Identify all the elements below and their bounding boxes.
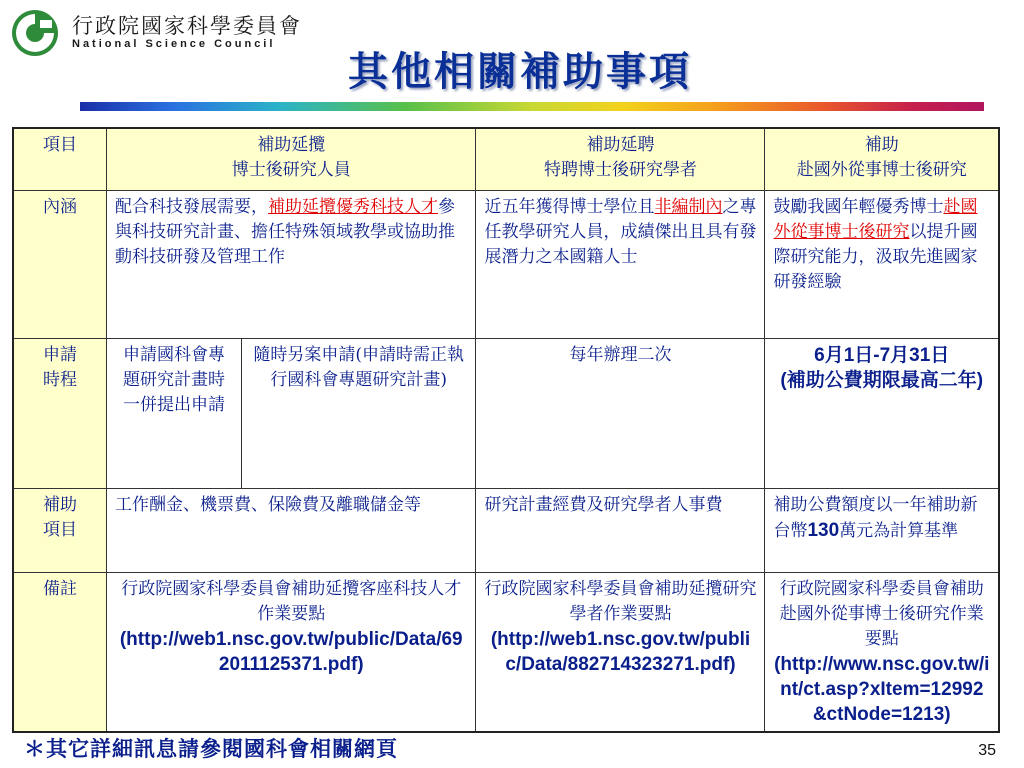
cell-text: 近五年獲得博士學位且 bbox=[484, 196, 655, 217]
table-cell bbox=[765, 488, 999, 572]
row-label-line2: 項目 bbox=[43, 519, 77, 540]
table-cell: 每年辦理二次 bbox=[476, 338, 765, 488]
cell-text: 補助公費額度以一年補助新台幣 bbox=[773, 494, 978, 541]
column-header-line2: 赴國外從事博士後研究 bbox=[796, 160, 967, 180]
cell-text: 行政院國家科學委員會補助延攬客座科技人才作業要點 bbox=[121, 578, 462, 624]
highlighted-text: 非編制內 bbox=[654, 196, 723, 217]
cell-text: 配合科技發展需要， bbox=[115, 196, 268, 217]
cell-text: 行政院國家科學委員會補助延攬研究學者作業要點 bbox=[484, 578, 757, 624]
row-label bbox=[13, 488, 107, 572]
table-row bbox=[13, 338, 999, 488]
table-cell: 工作酬金、機票費、保險費及離職儲金等 bbox=[107, 488, 476, 572]
column-header-line2: 特聘博士後研究學者 bbox=[543, 160, 697, 180]
cell-text: 行政院國家科學委員會補助赴國外從事博士後研究作業要點 bbox=[779, 578, 984, 649]
table-header-row bbox=[13, 128, 999, 190]
column-header bbox=[765, 128, 999, 190]
document-link[interactable]: (http://web1.nsc.gov.tw/public/Data/692011125371.pdf) bbox=[119, 628, 463, 675]
table-cell bbox=[107, 572, 476, 732]
cell-text: 鼓勵我國年輕優秀博士 bbox=[773, 196, 944, 217]
cell-text: 之專任教學研究人員，成績傑出且具有發展潛力之本國籍人士 bbox=[484, 196, 757, 267]
footnote: ＊其它詳細訊息請參閱國科會相關網頁 bbox=[24, 736, 398, 761]
table-cell bbox=[476, 572, 765, 732]
document-link[interactable]: (http://web1.nsc.gov.tw/public/Data/882714323271.pdf) bbox=[490, 628, 751, 675]
cell-text: 萬元為計算基準 bbox=[839, 520, 959, 541]
amount-value: 130 bbox=[807, 519, 840, 541]
table-row bbox=[13, 572, 999, 732]
corner-cell: 項目 bbox=[13, 128, 107, 190]
row-label: 備註 bbox=[13, 572, 107, 732]
page-number: 35 bbox=[978, 742, 996, 759]
rainbow-divider bbox=[80, 102, 984, 111]
term-note: (補助公費期限最高二年) bbox=[780, 369, 984, 391]
column-header-line2: 博士後研究人員 bbox=[231, 160, 351, 180]
table-row bbox=[13, 488, 999, 572]
table-cell: 申請國科會專題研究計畫時一併提出申請 bbox=[107, 338, 242, 488]
cell-text: 以提升國際研究能力，汲取先進國家研發經驗 bbox=[773, 221, 978, 292]
table-cell bbox=[765, 338, 999, 488]
table-cell bbox=[107, 190, 476, 338]
table-cell bbox=[765, 190, 999, 338]
table-cell: 研究計畫經費及研究學者人事費 bbox=[476, 488, 765, 572]
subsidy-table bbox=[12, 127, 1000, 733]
column-header-line1: 補助延聘 bbox=[586, 135, 655, 155]
column-header bbox=[107, 128, 476, 190]
slide-title: 其他相關補助事項 bbox=[348, 48, 692, 95]
row-label: 內涵 bbox=[13, 190, 107, 338]
nsc-logo bbox=[10, 8, 60, 58]
table-row bbox=[13, 190, 999, 338]
row-label-line1: 補助 bbox=[43, 494, 77, 515]
row-label-line1: 申請 bbox=[43, 344, 77, 365]
table-cell bbox=[476, 190, 765, 338]
highlighted-text: 補助延攬優秀科技人才 bbox=[268, 196, 438, 217]
cell-text: 參與科技研究計畫、擔任特殊領域教學或協助推動科技研發及管理工作 bbox=[115, 196, 455, 267]
org-name-chinese: 行政院國家科學委員會 bbox=[72, 14, 302, 38]
org-name-english: National Science Council bbox=[72, 38, 276, 50]
highlighted-text: 赴國外從事博士後研究 bbox=[773, 196, 978, 242]
table-cell bbox=[765, 572, 999, 732]
table-cell: 隨時另案申請(申請時需正執行國科會專題研究計畫) bbox=[242, 338, 476, 488]
row-label bbox=[13, 338, 107, 488]
column-header bbox=[476, 128, 765, 190]
column-header-line1: 補助延攬 bbox=[257, 135, 326, 155]
row-label-line2: 時程 bbox=[43, 369, 77, 390]
column-header-line1: 補助 bbox=[864, 135, 899, 155]
document-link[interactable]: (http://www.nsc.gov.tw/int/ct.asp?xItem=12992&ctNode=1213) bbox=[774, 653, 990, 725]
date-range: 6月1日-7月31日 bbox=[814, 344, 950, 366]
